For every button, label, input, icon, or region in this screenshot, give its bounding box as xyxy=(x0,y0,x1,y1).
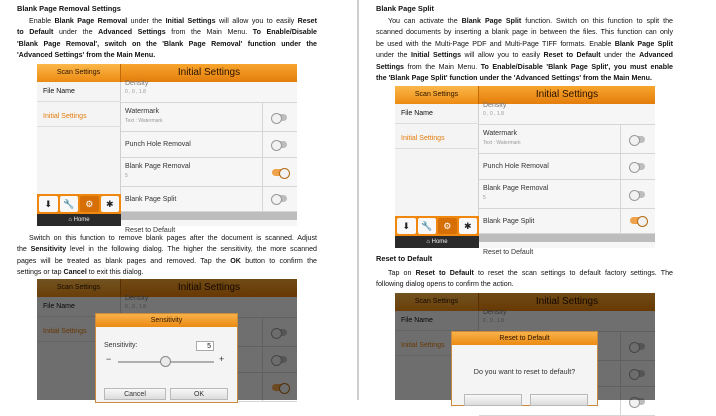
sidebar-item-file-name[interactable]: File Name xyxy=(395,104,479,124)
scan-settings-tab[interactable]: Scan Settings xyxy=(395,86,479,104)
decrease-button[interactable]: − xyxy=(106,354,112,364)
settings-list xyxy=(479,102,655,256)
divider xyxy=(262,187,263,211)
blank-page-split-toggle[interactable] xyxy=(272,195,287,202)
divider xyxy=(620,154,621,179)
setting-label: Punch Hole Removal xyxy=(483,163,549,170)
setting-label: Blank Page Split xyxy=(125,196,177,203)
setting-row-punch-hole[interactable] xyxy=(479,154,655,180)
text-run: pages will be treated as blank pages and removed. Tap the xyxy=(17,256,231,265)
bold-text: Reset to Default xyxy=(543,51,601,60)
divider xyxy=(620,209,621,233)
setting-row-punch-hole[interactable] xyxy=(121,132,297,158)
bold-text: 'Blank Page Removal', switch on the 'Blank Page Removal' function under the xyxy=(17,39,317,48)
text-run: following dialog opens to confirm the action. xyxy=(376,280,514,289)
text-line xyxy=(17,27,317,38)
blank-page-removal-toggle[interactable] xyxy=(630,191,645,198)
divider xyxy=(620,125,621,153)
setting-row-watermark[interactable] xyxy=(121,103,297,132)
bold-text: Initial Settings xyxy=(165,17,216,25)
text-run: from the Main Menu. xyxy=(403,62,481,71)
text-line xyxy=(17,39,317,50)
setting-label: Watermark xyxy=(125,108,159,115)
toolbar-icons xyxy=(37,194,121,214)
text-line xyxy=(376,268,673,279)
bold-text: to Default xyxy=(17,28,54,37)
bold-text: Advanced Settings xyxy=(98,28,166,37)
setting-value: Text : Watermark xyxy=(483,140,521,146)
text-run: under the xyxy=(376,51,412,60)
punch-hole-toggle[interactable] xyxy=(630,163,645,170)
increase-button[interactable]: + xyxy=(219,354,225,364)
setting-row-blank-page-removal[interactable] xyxy=(479,180,655,209)
divider xyxy=(620,180,621,208)
bold-text: Blank Page Split xyxy=(614,39,673,48)
bold-text: Settings xyxy=(376,62,404,71)
bold-text: Initial Settings xyxy=(411,51,462,60)
setting-value: 0 , 0 , 1.8 xyxy=(125,89,146,95)
sidebar xyxy=(395,104,479,248)
text-line xyxy=(17,16,317,27)
scan-settings-icon[interactable]: ⚙ xyxy=(438,218,457,234)
bold-text: OK xyxy=(230,256,241,265)
text-run: level in the following dialog. The higher the sensitivity, the more scanned xyxy=(66,245,317,254)
setting-value: 0 , 0 , 1.8 xyxy=(483,111,504,117)
text-line xyxy=(376,27,673,38)
download-icon[interactable]: ⬇ xyxy=(397,218,416,234)
paragraph xyxy=(376,16,673,84)
setting-label: Blank Page Split xyxy=(483,218,535,225)
text-run: button to confirm the xyxy=(240,256,318,265)
sidebar-item-initial-settings[interactable]: Initial Settings xyxy=(37,107,121,127)
text-run: under the xyxy=(127,17,166,25)
section-heading: Blank Page Removal Settings xyxy=(17,4,121,13)
bold-text: To Enable/Disable xyxy=(252,28,317,37)
left-page xyxy=(0,0,357,400)
setting-label: Density xyxy=(483,102,507,109)
screen-title: Initial Settings xyxy=(177,67,241,78)
text-line xyxy=(376,16,673,27)
setting-label: Punch Hole Removal xyxy=(125,141,191,148)
text-line xyxy=(376,39,673,50)
watermark-toggle[interactable] xyxy=(272,114,287,121)
bold-text: the 'Blank Page Split' function under the 'Advanced Settings' from the Main Menu. xyxy=(376,74,652,83)
text-run: scanned documents by inserting a blank page in between the files. This function can only xyxy=(376,28,673,37)
text-run: settings or tap xyxy=(17,268,64,277)
text-run: Enable xyxy=(29,17,55,25)
setting-row-density[interactable] xyxy=(479,98,655,125)
text-line xyxy=(17,267,317,278)
bold-text: Reset xyxy=(297,17,317,25)
text-run: be used with the Multi-Page PDF and Multi-Page TIFF formats. Enable xyxy=(376,39,615,48)
right-page xyxy=(359,0,716,400)
advanced-settings-icon[interactable]: ✱ xyxy=(459,218,478,234)
text-run: will allow you to easily xyxy=(461,51,544,60)
bold-text: Sensitivity xyxy=(30,245,67,254)
screen-title: Initial Settings xyxy=(535,89,599,100)
setting-value: Text : Watermark xyxy=(125,118,163,124)
paragraph xyxy=(17,16,317,62)
text-line xyxy=(376,62,673,73)
text-line xyxy=(17,233,317,244)
setting-value: 5 xyxy=(483,195,486,201)
advanced-settings-icon[interactable]: ✱ xyxy=(101,196,120,212)
bold-text: Blank Page Split xyxy=(461,17,522,25)
setting-value: 5 xyxy=(125,173,128,179)
text-line xyxy=(17,244,317,255)
reset-to-default-link[interactable]: Reset to Default xyxy=(125,227,176,234)
scan-settings-tab[interactable]: Scan Settings xyxy=(37,64,121,82)
download-icon[interactable]: ⬇ xyxy=(39,196,58,212)
section-divider xyxy=(479,234,655,242)
sensitivity-slider-thumb[interactable] xyxy=(160,356,171,367)
home-button[interactable] xyxy=(37,214,121,226)
setting-row-blank-page-split[interactable] xyxy=(479,209,655,234)
screenshot-sensitivity-dialog xyxy=(37,279,297,400)
setting-row-blank-page-split[interactable] xyxy=(121,187,297,212)
text-run: the xyxy=(17,245,31,254)
text-run: will allow you to easily xyxy=(215,17,298,25)
ok-button[interactable] xyxy=(530,394,588,406)
home-icon: ⌂ xyxy=(426,239,432,245)
text-run: function. Switch on this function to split the xyxy=(521,17,673,25)
sensitivity-dialog xyxy=(95,313,238,403)
setting-label: Blank Page Removal xyxy=(125,163,191,170)
text-line xyxy=(376,73,673,84)
cancel-button[interactable] xyxy=(464,394,522,406)
sidebar-item-file-name[interactable]: File Name xyxy=(37,82,121,102)
sidebar xyxy=(37,82,121,226)
cancel-button[interactable]: Cancel xyxy=(104,388,166,400)
punch-hole-toggle[interactable] xyxy=(272,141,287,148)
divider xyxy=(262,103,263,131)
sensitivity-value-input[interactable]: 5 xyxy=(196,341,214,351)
section-heading: Blank Page Split xyxy=(376,4,434,13)
dialog-title: Reset to Default xyxy=(452,332,597,345)
bold-text: Advanced xyxy=(639,51,674,60)
bold-text: Reset to Default xyxy=(415,269,474,277)
bold-text: To Enable/Disable 'Blank Page Split', you must enable xyxy=(480,62,673,71)
reset-dialog xyxy=(451,331,598,406)
bold-text: Cancel xyxy=(63,268,87,277)
blank-page-removal-toggle[interactable] xyxy=(272,169,287,176)
setting-row-watermark[interactable] xyxy=(479,125,655,154)
screenshot-initial-settings xyxy=(37,64,297,234)
watermark-toggle[interactable] xyxy=(630,136,645,143)
ok-button[interactable]: OK xyxy=(170,388,228,400)
sensitivity-label: Sensitivity: xyxy=(104,342,138,349)
text-run: from the Main Menu. xyxy=(165,28,253,37)
bold-text: Blank Page Removal xyxy=(54,17,128,25)
text-run: Tap on xyxy=(388,269,416,277)
wrench-icon[interactable]: 🔧 xyxy=(418,218,437,234)
scan-settings-icon[interactable]: ⚙ xyxy=(80,196,99,212)
text-line xyxy=(376,279,673,290)
blank-page-split-toggle[interactable] xyxy=(630,217,645,224)
text-run: under the xyxy=(600,51,640,60)
text-run: under the xyxy=(53,28,99,37)
divider xyxy=(262,158,263,186)
sidebar-item-initial-settings[interactable]: Initial Settings xyxy=(395,129,479,149)
text-line xyxy=(17,50,317,61)
screenshot-reset-dialog xyxy=(395,293,655,400)
setting-label: Blank Page Removal xyxy=(483,185,549,192)
toolbar-icons xyxy=(395,216,479,236)
wrench-icon[interactable]: 🔧 xyxy=(60,196,79,212)
text-run: You can activate the xyxy=(388,17,462,25)
section-divider xyxy=(121,212,297,220)
text-line xyxy=(376,50,673,61)
paragraph xyxy=(17,233,317,279)
setting-label: Watermark xyxy=(483,130,517,137)
setting-label: Density xyxy=(125,80,149,87)
text-line xyxy=(17,256,317,267)
bold-text: 'Advanced Settings' from the Main Menu. xyxy=(17,51,156,60)
dialog-title: Sensitivity xyxy=(96,314,237,327)
reset-to-default-link[interactable]: Reset to Default xyxy=(483,249,534,256)
divider xyxy=(262,132,263,157)
home-button[interactable] xyxy=(395,236,479,248)
dialog-message: Do you want to reset to default? xyxy=(473,367,576,376)
paragraph xyxy=(376,268,673,291)
home-icon: ⌂ xyxy=(68,217,74,223)
text-run: Switch on this function to remove blank pages after the document is scanned. Adjust xyxy=(29,234,317,242)
setting-row-density[interactable] xyxy=(121,76,297,103)
setting-row-blank-page-removal[interactable] xyxy=(121,158,297,187)
settings-list xyxy=(121,80,297,234)
screenshot-initial-settings xyxy=(395,86,655,256)
section-heading: Reset to Default xyxy=(376,254,433,263)
text-run: to exit this dialog. xyxy=(86,268,144,277)
home-label: Home xyxy=(431,239,448,245)
home-label: Home xyxy=(73,217,90,223)
text-run: to reset the scan settings to default factory settings. The xyxy=(473,269,673,277)
